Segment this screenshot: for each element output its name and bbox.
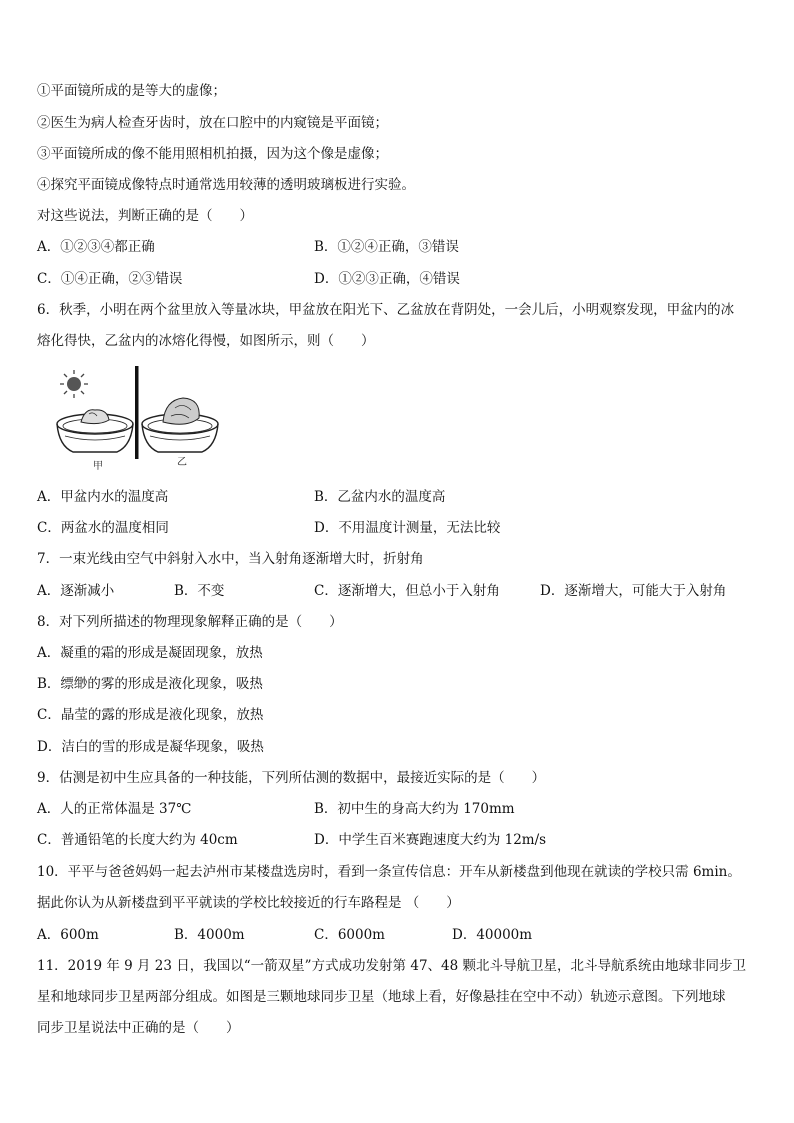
q6-stem-line-2: 熔化得快，乙盆内的冰熔化得慢，如图所示，则（ ） (37, 333, 375, 349)
q9-option-a[interactable]: A．人的正常体温是 37℃ (37, 801, 192, 817)
q8-stem: 8．对下列所描述的物理现象解释正确的是（ ） (37, 614, 343, 630)
q10-stem-line-2: 据此你认为从新楼盘到平平就读的学校比较接近的行车路程是 （ ） (37, 895, 460, 911)
basin-yi (142, 398, 218, 452)
q6-figure (37, 364, 255, 472)
q5-option-c[interactable]: C．①④正确，②③错误 (37, 271, 183, 287)
q6-option-a[interactable]: A．甲盆内水的温度高 (37, 489, 169, 505)
q11-stem-line-1: 11．2019 年 9 月 23 日，我国以“一箭双星”方式成功发射第 47、48 颗北斗导航卫星，北斗导航系统由地球非同步卫 (37, 958, 746, 974)
q10-option-c[interactable]: C．6000m (314, 927, 385, 943)
q7-option-d[interactable]: D．逐渐增大，可能大于入射角 (540, 583, 727, 599)
q8-option-a[interactable]: A．凝重的霜的形成是凝固现象，放热 (37, 645, 263, 661)
q11-stem-line-2: 星和地球同步卫星两部分组成。如图是三颗地球同步卫星（地球上看，好像悬挂在空中不动）轨迹示意图。下列地球 (37, 989, 726, 1005)
basin-jia (57, 410, 133, 452)
q7-option-a[interactable]: A．逐渐减小 (37, 583, 115, 599)
q8-option-d[interactable]: D．洁白的雪的形成是凝华现象，吸热 (37, 739, 264, 755)
q9-option-c[interactable]: C．普通铅笔的长度大约为 40cm (37, 832, 238, 848)
q5-option-b[interactable]: B．①②④正确，③错误 (314, 239, 459, 255)
q6-option-c[interactable]: C．两盆水的温度相同 (37, 520, 169, 536)
sun-icon (60, 370, 88, 398)
q5-option-d[interactable]: D．①②③正确，④错误 (314, 271, 460, 287)
q5-option-a[interactable]: A．①②③④都正确 (37, 239, 155, 255)
statement-3: ③平面镜所成的像不能用照相机拍摄，因为这个像是虚像； (37, 146, 388, 162)
q6-option-b[interactable]: B．乙盆内水的温度高 (314, 489, 446, 505)
q8-option-b[interactable]: B．缥缈的雾的形成是液化现象，吸热 (37, 676, 263, 692)
q9-stem: 9．估测是初中生应具备的一种技能，下列所估测的数据中，最接近实际的是（ ） (37, 770, 546, 786)
statement-4: ④探究平面镜成像特点时通常选用较薄的透明玻璃板进行实验。 (37, 177, 415, 193)
q9-option-b[interactable]: B．初中生的身高大约为 170mm (314, 801, 515, 817)
q6-stem-line-1: 6．秋季，小明在两个盆里放入等量冰块，甲盆放在阳光下、乙盆放在背阴处，一会儿后，小明观察发现，甲盆内的冰 (37, 302, 735, 318)
q10-stem-line-1: 10．平平与爸爸妈妈一起去泸州市某楼盘选房时，看到一条宣传信息：开车从新楼盘到他现在就读的学校只需 6min。 (37, 864, 741, 880)
q7-option-c[interactable]: C．逐渐增大，但总小于入射角 (314, 583, 500, 599)
q10-option-b[interactable]: B．4000m (174, 927, 245, 943)
divider-wall (135, 366, 139, 459)
q10-option-d[interactable]: D．40000m (452, 927, 533, 943)
label-yi: 乙 (177, 457, 187, 468)
q9-option-d[interactable]: D．中学生百米赛跑速度大约为 12m/s (314, 832, 547, 848)
q6-option-d[interactable]: D．不用温度计测量，无法比较 (314, 520, 501, 536)
q5-stem: 对这些说法，判断正确的是（ ） (37, 208, 253, 224)
label-jia: 甲 (93, 461, 103, 472)
q11-stem-line-3: 同步卫星说法中正确的是（ ） (37, 1020, 240, 1036)
q10-option-a[interactable]: A．600m (37, 927, 99, 943)
q8-option-c[interactable]: C．晶莹的露的形成是液化现象，放热 (37, 707, 264, 723)
statement-2: ②医生为病人检查牙齿时，放在口腔中的内窥镜是平面镜； (37, 115, 388, 131)
statement-1: ①平面镜所成的是等大的虚像； (37, 83, 226, 99)
q7-option-b[interactable]: B．不变 (174, 583, 225, 599)
q7-stem: 7．一束光线由空气中斜射入水中，当入射角逐渐增大时，折射角 (37, 551, 424, 567)
